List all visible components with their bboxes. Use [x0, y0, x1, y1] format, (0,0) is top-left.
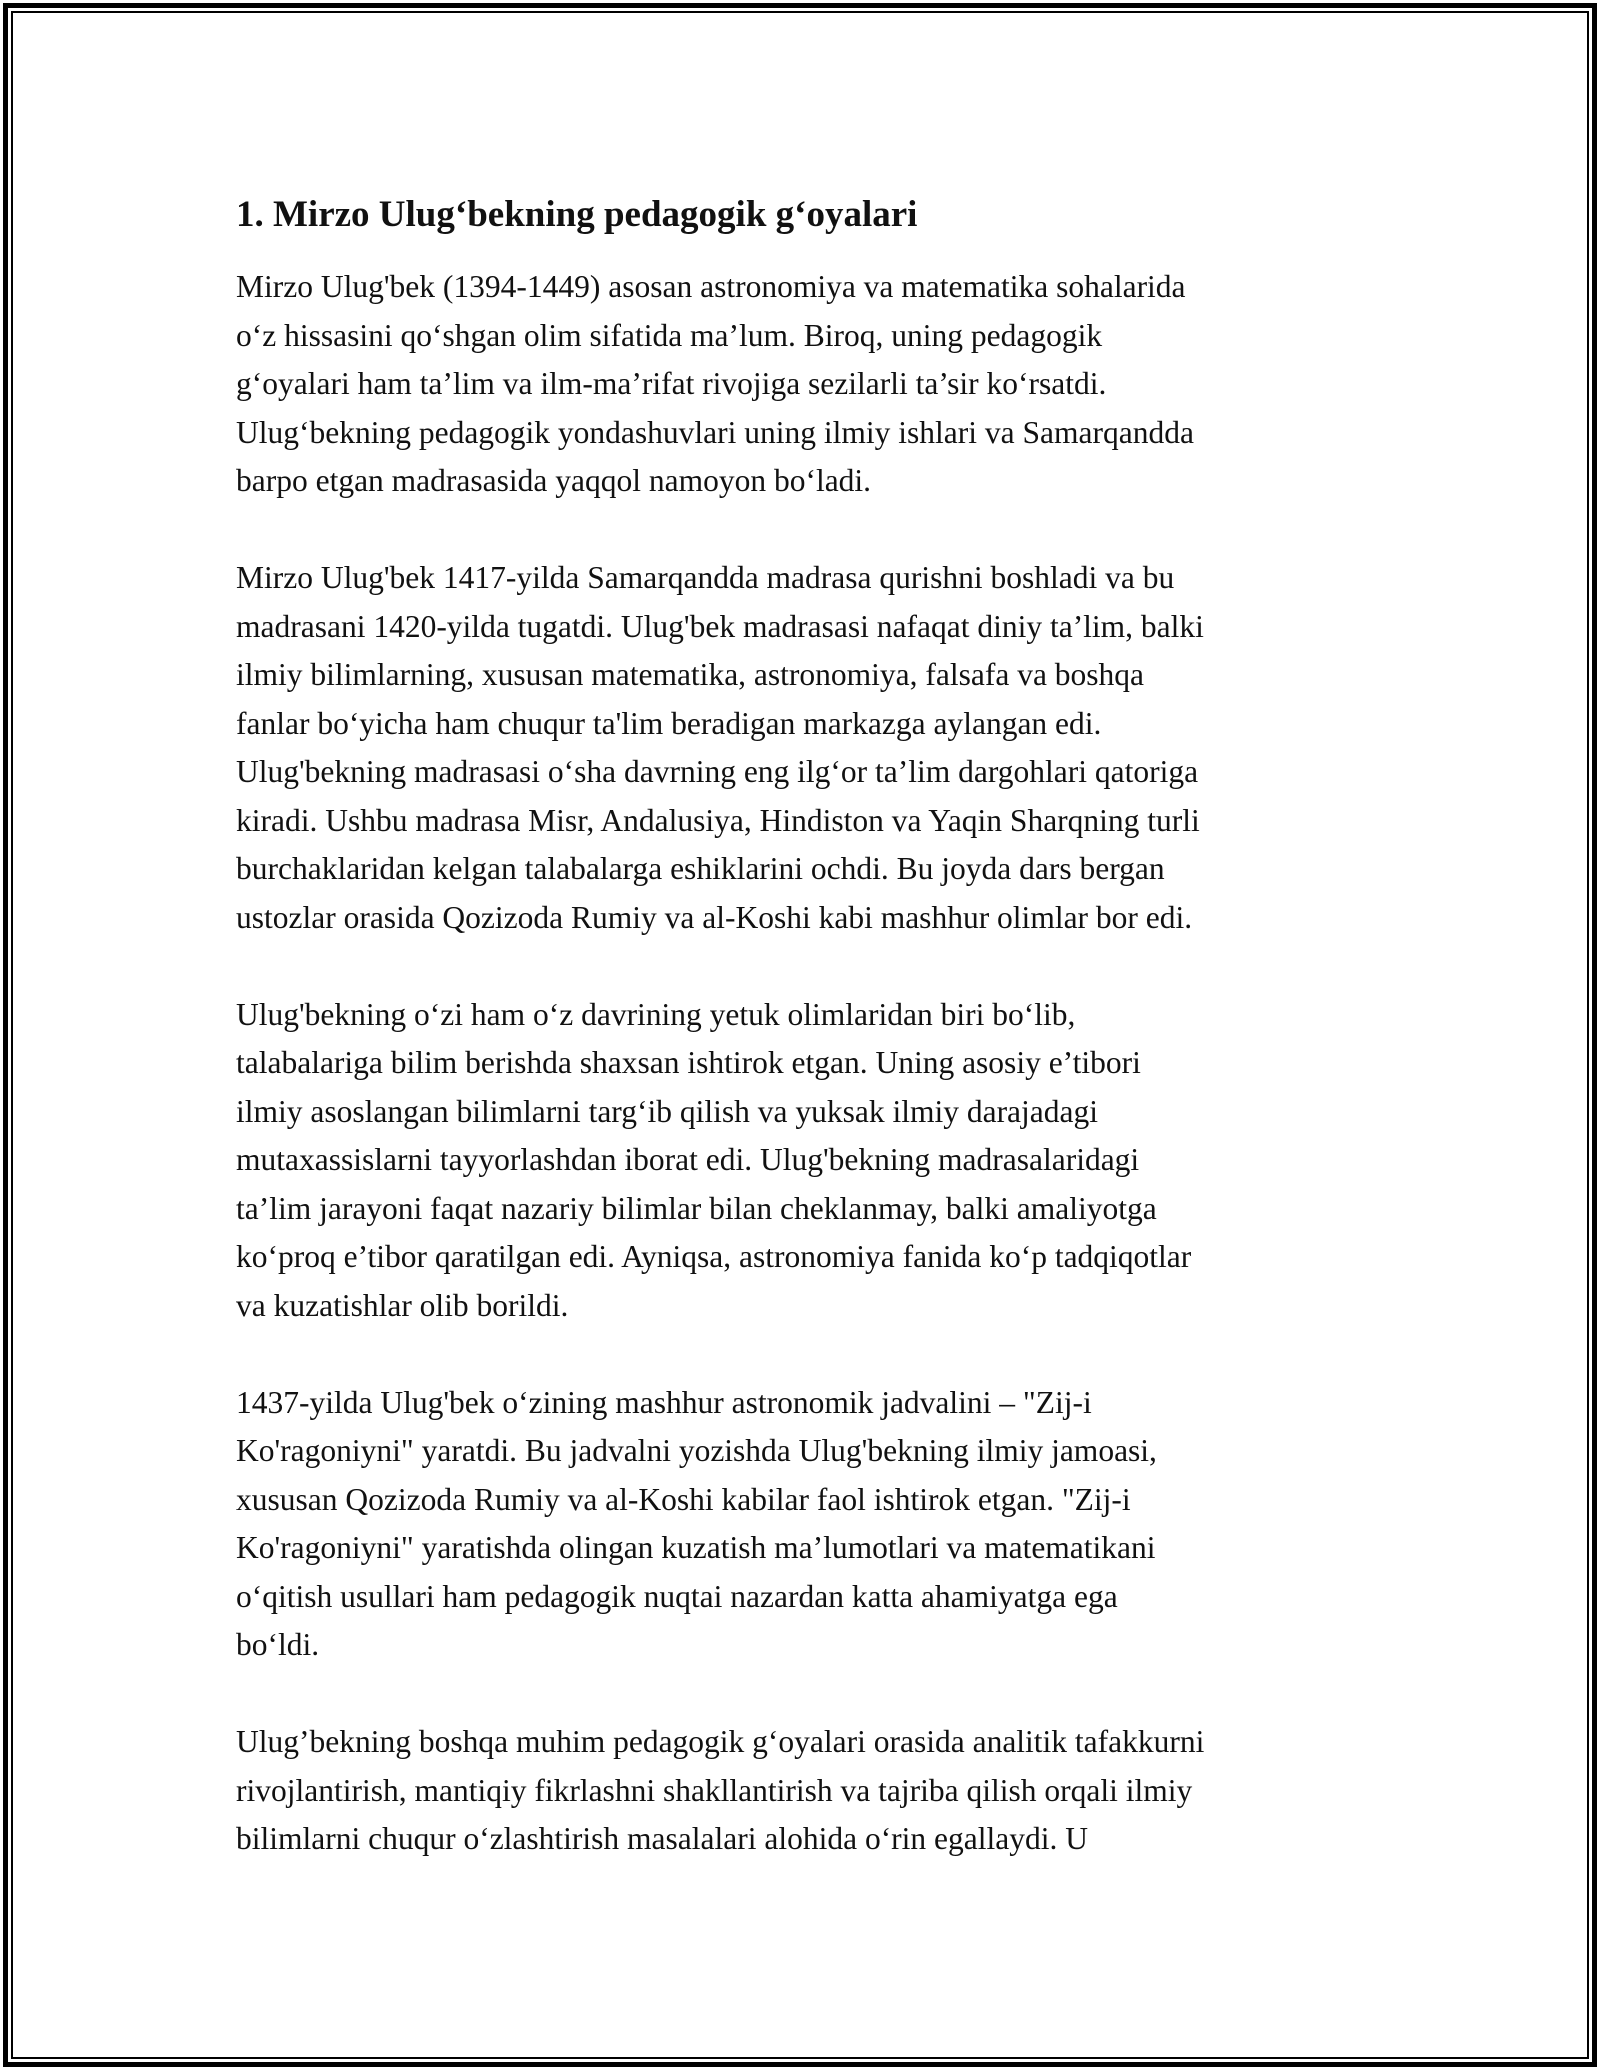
text-line: Mirzo Ulug'bek (1394-1449) asosan astronomiya va matematika sohalarida	[236, 269, 1186, 304]
text-line: Ko'ragoniyni" yaratdi. Bu jadvalni yozishda Ulug'bekning ilmiy jamoasi,	[236, 1433, 1157, 1468]
text-line: madrasani 1420-yilda tugatdi. Ulug'bek madrasasi nafaqat diniy ta’lim, balki	[236, 608, 1204, 644]
paragraph-4	[236, 1379, 1376, 1670]
text-line: xususan Qozizoda Rumiy va al-Koshi kabilar faol ishtirok etgan. "Zij-i	[236, 1481, 1131, 1517]
text-line: bo‘ldi.	[236, 1627, 320, 1662]
text-line: g‘oyalari ham ta’lim va ilm-ma’rifat rivojiga sezilarli ta’sir ko‘rsatdi.	[236, 366, 1107, 401]
text-line: mutaxassislarni tayyorlashdan iborat edi. Ulug'bekning madrasalaridagi	[236, 1142, 1140, 1177]
text-line: ilmiy bilimlarning, xususan matematika, astronomiya, falsafa va boshqa	[236, 657, 1145, 692]
text-line: fanlar bo‘yicha ham chuqur ta'lim beradigan markazga aylangan edi.	[236, 705, 1102, 741]
text-line: o‘qitish usullari ham pedagogik nuqtai nazardan katta ahamiyatga ega	[236, 1578, 1118, 1614]
paragraph-3	[236, 991, 1376, 1331]
text-line: Ulug'bekning o‘zi ham o‘z davrining yetuk olimlaridan biri bo‘lib,	[236, 996, 1076, 1032]
text-line: rivojlantirish, mantiqiy fikrlashni shakllantirish va tajriba qilish orqali ilmiy	[236, 1772, 1193, 1808]
text-line: 1437-yilda Ulug'bek o‘zining mashhur astronomik jadvalini – "Zij-i	[236, 1384, 1092, 1420]
text-line: Ulug’bekning boshqa muhim pedagogik g‘oyalari orasida analitik tafakkurni	[236, 1724, 1205, 1759]
paragraph-2	[236, 554, 1376, 942]
paragraph-5	[236, 1718, 1376, 1864]
text-line: burchaklaridan kelgan talabalarga eshiklarini ochdi. Bu joyda dars bergan	[236, 851, 1165, 886]
text-line: barpo etgan madrasasida yaqqol namoyon bo‘ladi.	[236, 463, 872, 498]
text-line: ko‘proq e’tibor qaratilgan edi. Ayniqsa, astronomiya fanida ko‘p tadqiqotlar	[236, 1239, 1192, 1274]
text-line: ta’lim jarayoni faqat nazariy bilimlar bilan cheklanmay, balki amaliyotga	[236, 1190, 1157, 1226]
text-line: o‘z hissasini qo‘shgan olim sifatida ma’lum. Biroq, uning pedagogik	[236, 317, 1103, 353]
text-line: Mirzo Ulug'bek 1417-yilda Samarqandda madrasa qurishni boshladi va bu	[236, 560, 1175, 595]
section-heading: 1. Mirzo Ulug‘bekning pedagogik g‘oyalari	[236, 194, 918, 235]
text-line: Ko'ragoniyni" yaratishda olingan kuzatish ma’lumotlari va matematikani	[236, 1530, 1156, 1565]
text-line: talabalariga bilim berishda shaxsan ishtirok etgan. Uning asosiy e’tibori	[236, 1045, 1141, 1080]
text-line: bilimlarni chuqur o‘zlashtirish masalalari alohida o‘rin egallaydi. U	[236, 1821, 1088, 1856]
text-line: Ulug‘bekning pedagogik yondashuvlari uning ilmiy ishlari va Samarqandda	[236, 414, 1194, 450]
text-line: ustozlar orasida Qozizoda Rumiy va al-Koshi kabi mashhur olimlar bor edi.	[236, 899, 1193, 935]
text-line: va kuzatishlar olib borildi.	[236, 1287, 569, 1323]
text-line: kiradi. Ushbu madrasa Misr, Andalusiya, Hindiston va Yaqin Sharqning turli	[236, 802, 1200, 838]
document-body	[236, 187, 1376, 1912]
text-line: ilmiy asoslangan bilimlarni targ‘ib qilish va yuksak ilmiy darajadagi	[236, 1093, 1099, 1129]
text-line: Ulug'bekning madrasasi o‘sha davrning eng ilg‘or ta’lim dargohlari qatoriga	[236, 754, 1199, 789]
paragraph-1	[236, 263, 1376, 506]
